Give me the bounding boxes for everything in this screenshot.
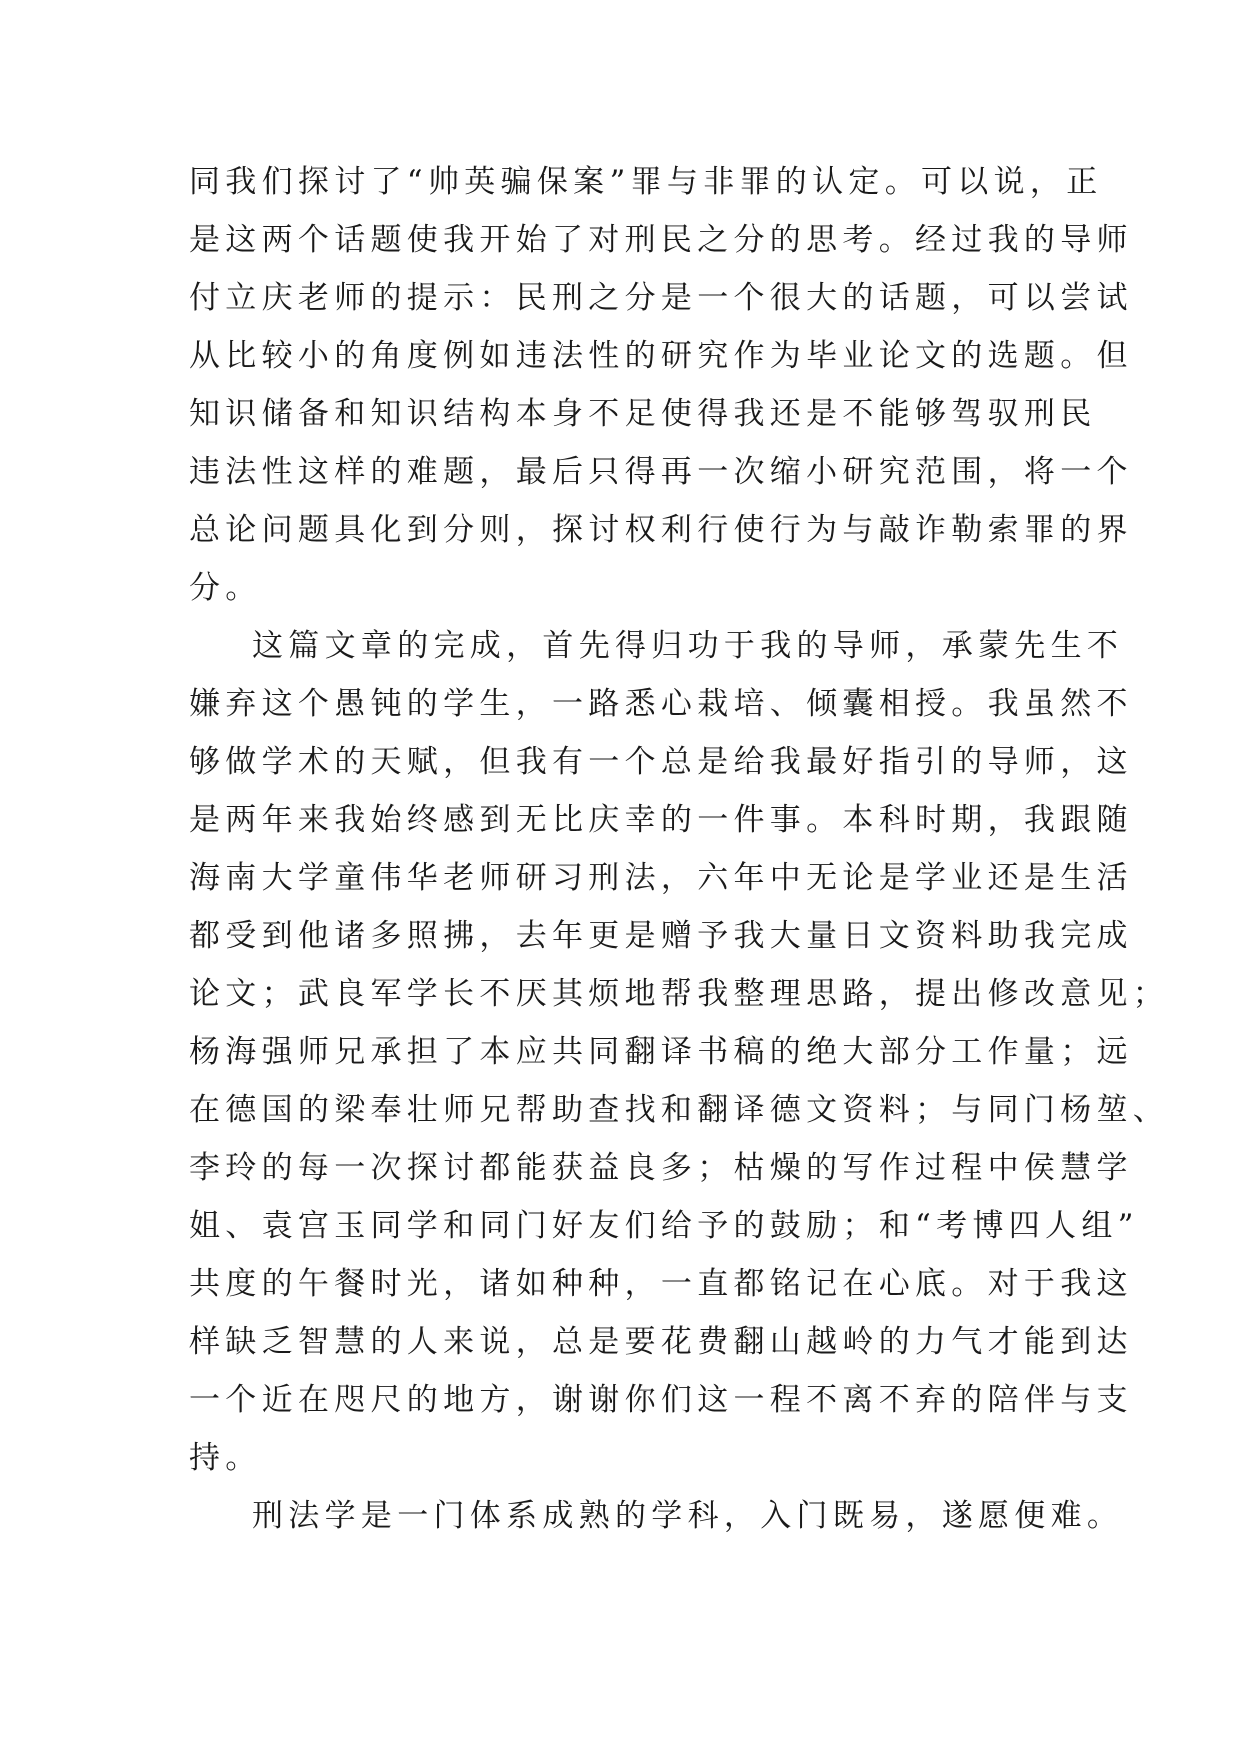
text-line: 在德国的梁奉壮师兄帮助查找和翻译德文资料；与同门杨堃、 [189, 1092, 1170, 1128]
text-line: 海南大学童伟华老师研习刑法，六年中无论是学业还是生活 [189, 860, 1133, 896]
text-line: 持。 [189, 1440, 262, 1476]
text-line: 付立庆老师的提示：民刑之分是一个很大的话题，可以尝试 [189, 280, 1133, 316]
text-line: 一个近在咫尺的地方，谢谢你们这一程不离不弃的陪伴与支 [189, 1382, 1133, 1418]
body-text [189, 153, 1170, 1545]
text-line: 同我们探讨了“帅英骗保案”罪与非罪的认定。可以说，正 [189, 164, 1103, 200]
text-line: 李玲的每一次探讨都能获益良多；枯燥的写作过程中侯慧学 [189, 1150, 1133, 1186]
text-line: 是这两个话题使我开始了对刑民之分的思考。经过我的导师 [189, 222, 1133, 258]
text-line: 总论问题具化到分则，探讨权利行使行为与敲诈勒索罪的界 [189, 512, 1133, 548]
text-line: 共度的午餐时光，诸如种种，一直都铭记在心底。对于我这 [189, 1266, 1133, 1302]
text-line: 是两年来我始终感到无比庆幸的一件事。本科时期，我跟随 [189, 802, 1133, 838]
text-line: 样缺乏智慧的人来说，总是要花费翻山越岭的力气才能到达 [189, 1324, 1133, 1360]
text-line: 分。 [189, 570, 262, 606]
text-line: 知识储备和知识结构本身不足使得我还是不能够驾驭刑民 [189, 396, 1097, 432]
paragraph-first-line: 这篇文章的完成，首先得归功于我的导师，承蒙先生不 [252, 628, 1124, 664]
text-line: 杨海强师兄承担了本应共同翻译书稿的绝大部分工作量；远 [189, 1034, 1133, 1070]
text-line: 姐、袁宫玉同学和同门好友们给予的鼓励；和“考博四人组” [189, 1208, 1139, 1244]
text-line: 嫌弃这个愚钝的学生，一路悉心栽培、倾囊相授。我虽然不 [189, 686, 1133, 722]
text-line: 论文；武良军学长不厌其烦地帮我整理思路，提出修改意见； [189, 976, 1170, 1012]
paragraph-first-line: 刑法学是一门体系成熟的学科，入门既易，遂愿便难。 [252, 1498, 1124, 1534]
text-line: 都受到他诸多照拂，去年更是赠予我大量日文资料助我完成 [189, 918, 1133, 954]
text-line: 违法性这样的难题，最后只得再一次缩小研究范围，将一个 [189, 454, 1133, 490]
text-line: 从比较小的角度例如违法性的研究作为毕业论文的选题。但 [189, 338, 1133, 374]
text-line: 够做学术的天赋，但我有一个总是给我最好指引的导师，这 [189, 744, 1133, 780]
